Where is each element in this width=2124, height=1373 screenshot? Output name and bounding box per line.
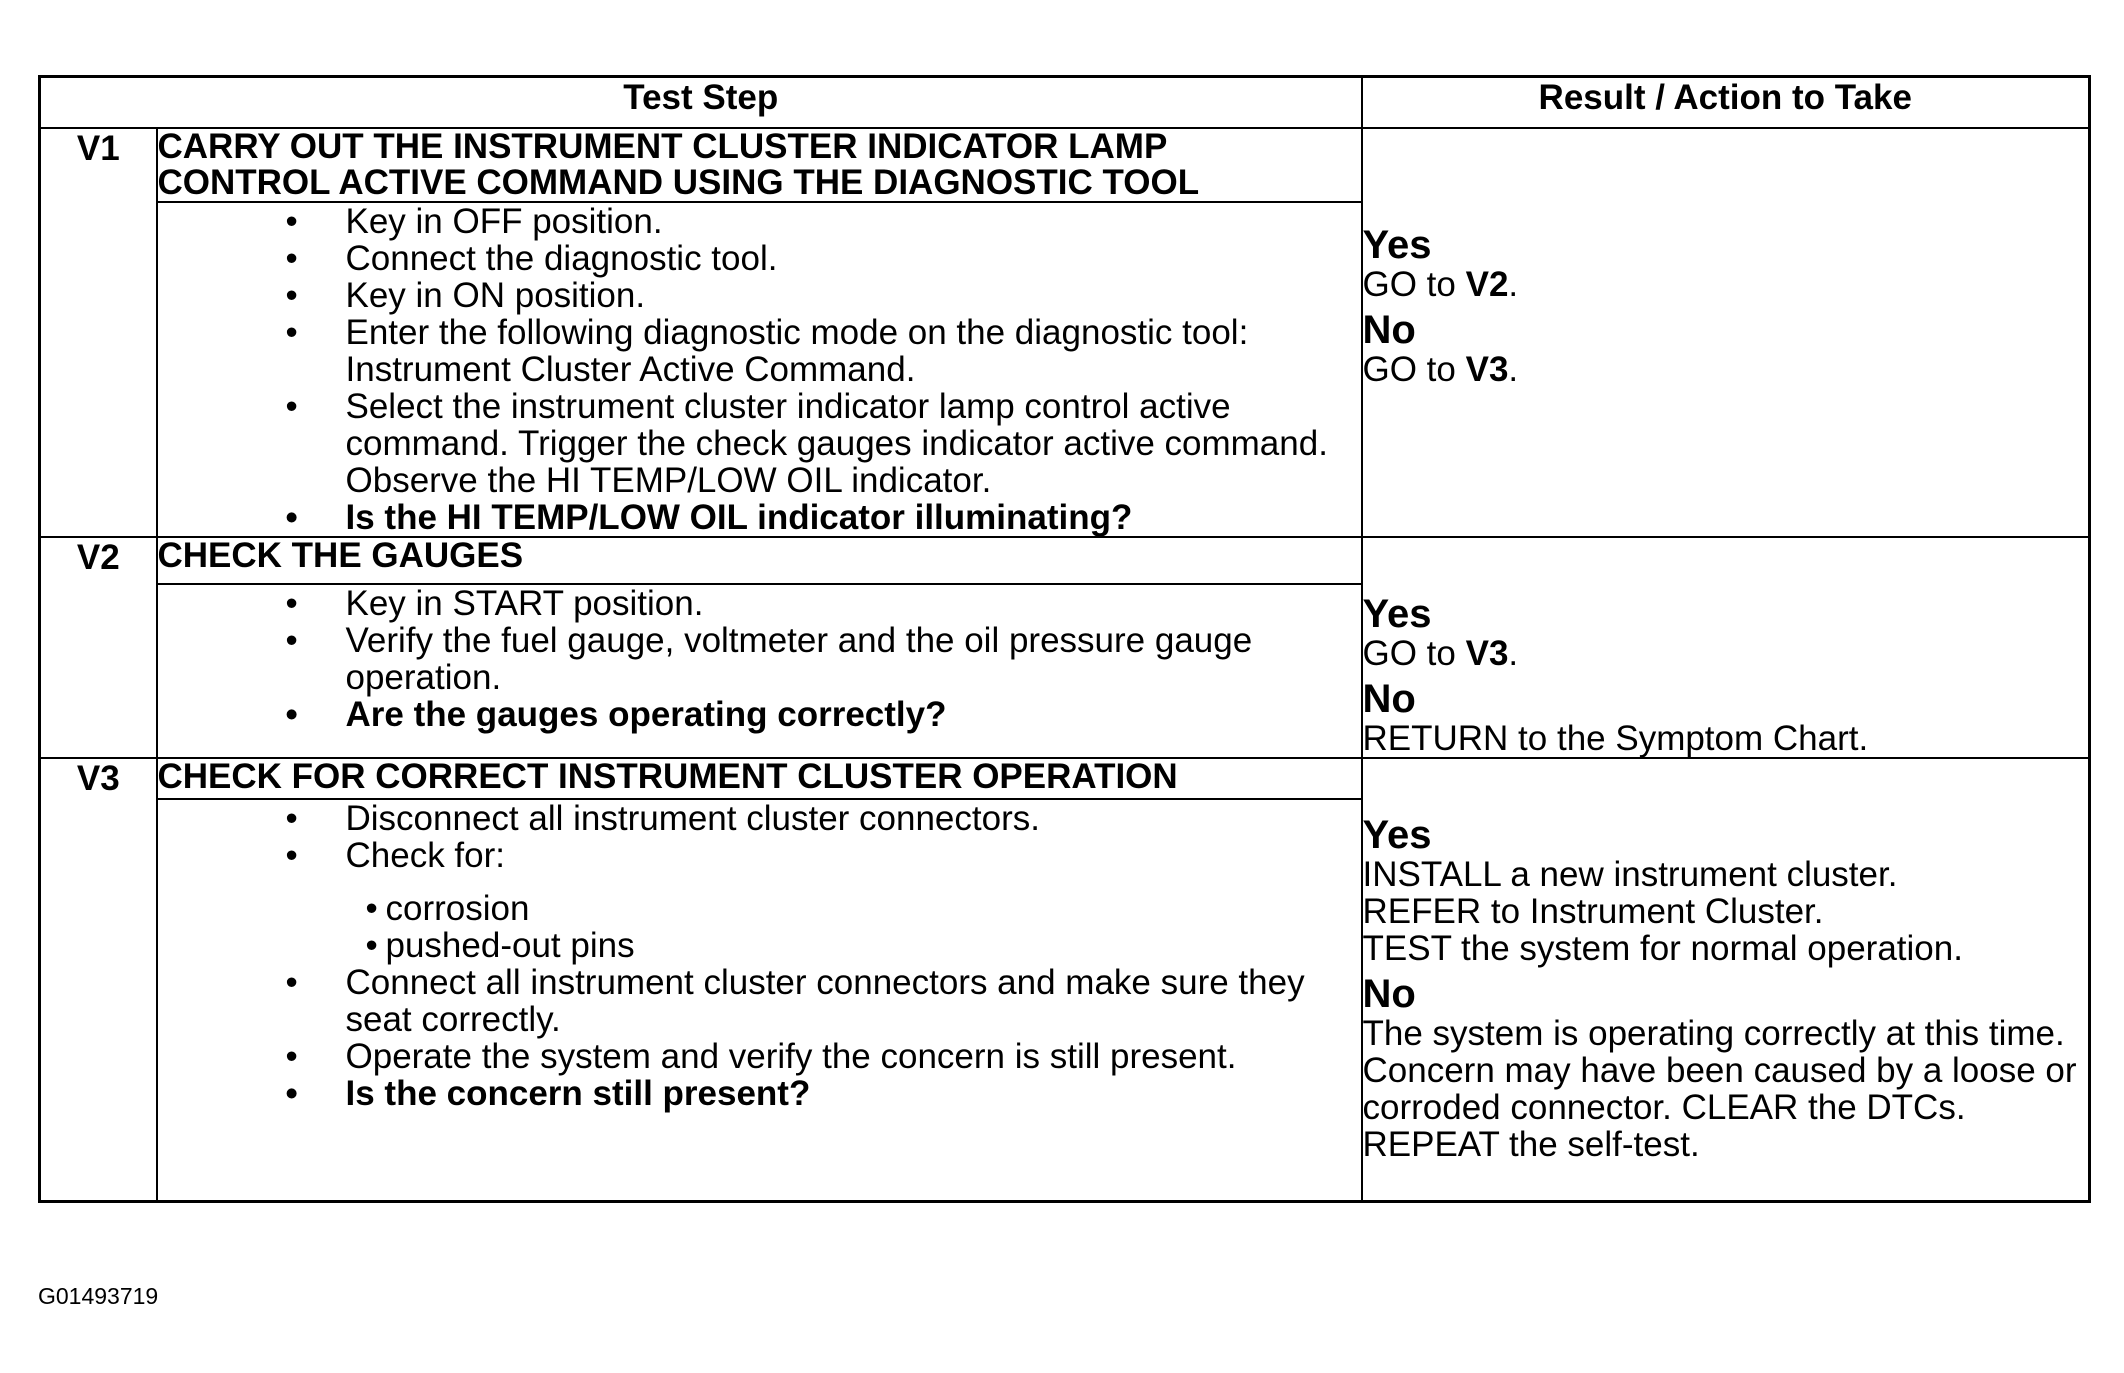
step-v3-no-label: No [1362, 972, 1416, 1016]
step-v1-yes-label: Yes [1362, 223, 1432, 267]
list-item: • Operate the system and verify the concern is still present. [158, 1038, 1361, 1075]
step-v3-question: • Is the concern still present? [158, 1075, 1361, 1112]
step-v1-no-action: GO to V3. [1362, 350, 1519, 389]
step-v1-title [157, 128, 1362, 202]
result-action-header: Result / Action to Take [1362, 77, 2090, 129]
step-v1-id-spacer [40, 202, 157, 537]
step-v1-no-label: No [1362, 308, 1416, 352]
step-v3-result [1362, 758, 2090, 1202]
step-v2-yes-label: Yes [1362, 592, 1432, 636]
step-v3-no-text: The system is operating correctly at this time. Concern may have been caused by a loose or corroded connector. CLEAR the DTCs. REPEAT the self-test. [1362, 1014, 2077, 1164]
list-item: • Enter the following diagnostic mode on the diagnostic tool: Instrument Cluster Active Command. [158, 314, 1361, 388]
step-v1-yes-action: GO to V2. [1362, 265, 1519, 304]
list-item: • Connect the diagnostic tool. [158, 240, 1361, 277]
step-v2-id-spacer [40, 584, 157, 758]
step-v2-title: CHECK THE GAUGES [157, 537, 1362, 584]
step-v3-bullets [158, 800, 1361, 1112]
step-v3-yes-line-3: TEST the system for normal operation. [1362, 929, 1963, 968]
step-v3-title: CHECK FOR CORRECT INSTRUMENT CLUSTER OPERATION [157, 758, 1362, 799]
table-header-row [40, 77, 2090, 129]
step-v3-yes-label: Yes [1362, 813, 1432, 857]
step-v2-no-label: No [1362, 677, 1416, 721]
step-v3-id-spacer [40, 799, 157, 1202]
step-v1-bullets [158, 203, 1361, 536]
list-item: • Verify the fuel gauge, voltmeter and the oil pressure gauge operation. [158, 622, 1361, 696]
step-v3-title-row [40, 758, 2090, 799]
list-item: • Key in START position. [158, 585, 1361, 622]
list-item: • corrosion [158, 890, 1361, 927]
step-v2-body [157, 584, 1362, 758]
list-item: • Select the instrument cluster indicator lamp control active command. Trigger the check gauges indicator active command. Observe the HI TEMP/LOW OIL indicator. [158, 388, 1361, 499]
diagnostic-table-container [38, 75, 2088, 1203]
list-item: • Key in ON position. [158, 277, 1361, 314]
step-v1-body [157, 202, 1362, 537]
step-id-v3: V3 [40, 758, 157, 799]
step-v2-yes-action: GO to V3. [1362, 634, 1519, 673]
step-v1-title-line-1: CARRY OUT THE INSTRUMENT CLUSTER INDICATOR LAMP [157, 127, 1168, 166]
step-v2-title-row [40, 537, 2090, 584]
list-item: • Key in OFF position. [158, 203, 1361, 240]
list-item: • pushed-out pins [158, 927, 1361, 964]
figure-id: G01493719 [38, 1283, 159, 1309]
step-v2-bullets [158, 585, 1361, 733]
step-v2-no-action: RETURN to the Symptom Chart. [1362, 719, 1869, 758]
test-step-header: Test Step [40, 77, 1362, 129]
step-v3-yes-line-1: INSTALL a new instrument cluster. [1362, 855, 1898, 894]
step-id-v2: V2 [40, 537, 157, 584]
step-v1-question: • Is the HI TEMP/LOW OIL indicator illuminating? [158, 499, 1361, 536]
step-id-v1: V1 [40, 128, 157, 202]
check-for-label: Check for: [345, 836, 505, 875]
pinpoint-test-table [38, 75, 2091, 1203]
step-v2-question: • Are the gauges operating correctly? [158, 696, 1361, 733]
step-v3-yes-line-2: REFER to Instrument Cluster. [1362, 892, 1824, 931]
step-v3-body [157, 799, 1362, 1202]
list-item: • Connect all instrument cluster connectors and make sure they seat correctly. [158, 964, 1361, 1038]
step-v2-result [1362, 537, 2090, 758]
step-v1-result [1362, 128, 2090, 537]
step-v3-sub-bullets [158, 890, 1361, 964]
list-item: • Disconnect all instrument cluster connectors. [158, 800, 1361, 837]
step-v1-title-line-2: CONTROL ACTIVE COMMAND USING THE DIAGNOSTIC TOOL [157, 163, 1200, 202]
step-v1-title-row [40, 128, 2090, 202]
list-item [158, 837, 1361, 964]
